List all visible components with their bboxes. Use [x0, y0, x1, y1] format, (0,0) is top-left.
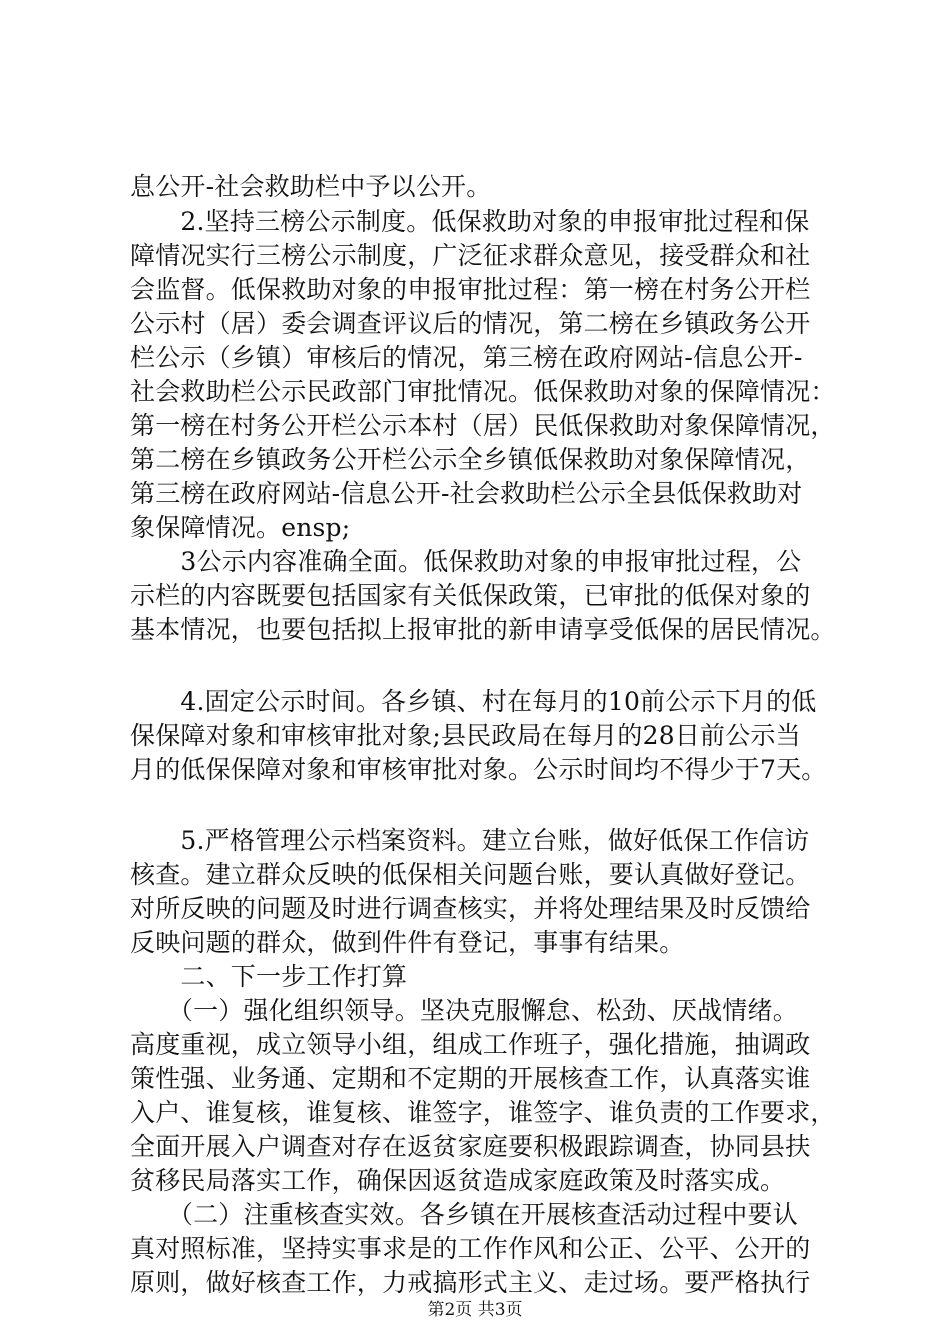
body-text-line: 真对照标准，坚持实事求是的工作作风和公正、公平、公开的: [130, 1234, 811, 1263]
body-text-line: 月的低保保障对象和审核审批对象。公示时间均不得少于7天。: [130, 755, 827, 784]
body-text-line: 基本情况，也要包括拟上报审批的新申请享受低保的居民情况。: [130, 615, 836, 644]
body-text-line: 贫移民局落实工作，确保因返贫造成家庭政策及时落实成。: [130, 1166, 786, 1195]
body-text-line: 息公开-社会救助栏中予以公开。: [130, 172, 492, 201]
body-text-line: 会监督。低保救助对象的申报审批过程：第一榜在村务公开栏: [130, 275, 811, 304]
body-text-line: 第二榜在乡镇政务公开栏公示全乡镇低保救助对象保障情况，: [130, 445, 811, 474]
body-text-line: 5.严格管理公示档案资料。建立台账，做好低保工作信访: [130, 826, 810, 855]
body-text-line: 4.固定公示时间。各乡镇、村在每月的10前公示下月的低: [130, 687, 817, 716]
body-text-line: 保保障对象和审核审批对象;县民政局在每月的28日前公示当: [130, 721, 801, 750]
body-text-line: 社会救助栏公示民政部门审批情况。低保救助对象的保障情况：: [130, 377, 836, 406]
body-text-line: 第三榜在政府网站-信息公开-社会救助栏公示全县低保救助对: [130, 479, 803, 508]
body-text-line: 第一榜在村务公开栏公示本村（居）民低保救助对象保障情况，: [130, 411, 836, 440]
body-text-line: 入户、谁复核，谁复核、谁签字，谁签字、谁负责的工作要求，: [130, 1098, 836, 1127]
body-text-line: 栏公示（乡镇）审核后的情况，第三榜在政府网站-信息公开-: [130, 343, 803, 372]
body-text-line: （一）强化组织领导。坚决克服懈怠、松劲、厌战情绪。: [130, 996, 798, 1025]
section-heading: 二、下一步工作打算: [130, 962, 408, 991]
body-text-line: 原则，做好核查工作，力戒搞形式主义、走过场。要严格执行: [130, 1268, 811, 1297]
body-text-line: （二）注重核查实效。各乡镇在开展核查活动过程中要认: [130, 1200, 798, 1229]
body-text-line: 象保障情况。ensp;: [130, 513, 351, 542]
body-text-line: 障情况实行三榜公示制度，广泛征求群众意见，接受群众和社: [130, 241, 811, 270]
body-text-line: 示栏的内容既要包括国家有关低保政策，已审批的低保对象的: [130, 581, 811, 610]
body-text-line: 核查。建立群众反映的低保相关问题台账，要认真做好登记。: [130, 860, 811, 889]
body-text-line: 对所反映的问题及时进行调查核实，并将处理结果及时反馈给: [130, 894, 811, 923]
body-text-line: 反映问题的群众，做到件件有登记，事事有结果。: [130, 928, 685, 957]
body-text-line: 高度重视，成立领导小组，组成工作班子，强化措施，抽调政: [130, 1030, 811, 1059]
body-text-line: 全面开展入户调查对存在返贫家庭要积极跟踪调查，协同县扶: [130, 1132, 811, 1161]
page-footer: 第2页 共3页: [427, 1300, 523, 1320]
body-text-line: 策性强、业务通、定期和不定期的开展核查工作，认真落实谁: [130, 1064, 811, 1093]
body-text-line: 2.坚持三榜公示制度。低保救助对象的申报审批过程和保: [130, 207, 810, 236]
body-text-line: 3公示内容准确全面。低保救助对象的申报审批过程，公: [130, 547, 802, 576]
body-text-line: 公示村（居）委会调查评议后的情况，第二榜在乡镇政务公开: [130, 309, 811, 338]
